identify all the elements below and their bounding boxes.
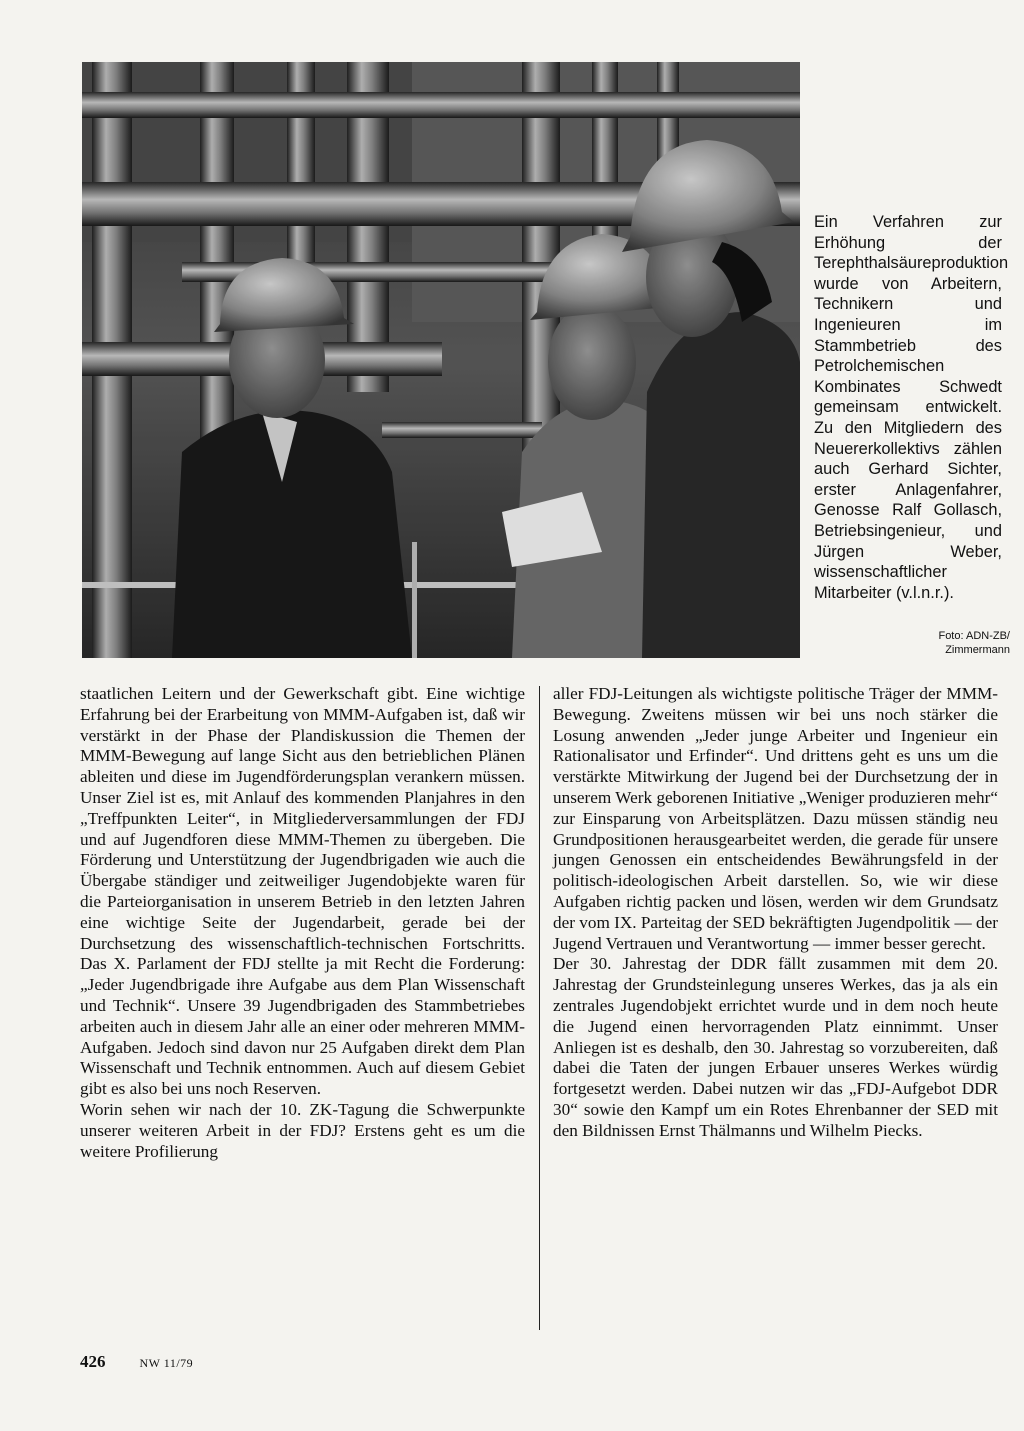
photo-credit (840, 630, 1010, 657)
article-paragraph: staatlichen Leitern und der Gewerkschaft gibt. Eine wichtige Erfahrung bei der Erarbeitung von MMM-Aufgaben ist, daß wir verstärkt in der Phase der Plandiskussion die Themen der MMM-Bewegung auf lange Sicht aus den betrieblichen Plänen ableiten und diese im Jugendförderungsplan verankern müssen. Unser Ziel ist es, mit Anlauf des kommenden Planjahres in den „Treffpunkten Leiter“, in Mitgliederversammlungen der FDJ und auf Jugendforen diese MMM-Themen zu übergeben. Die Förderung und Unterstützung der Jugendbrigaden wie auch die Übergabe ständiger und zeitweiliger Jugendobjekte waren für die Parteiorganisation in unserem Betrieb in den letzten Jahren eine wichtige Seite der Jugendarbeit, gerade bei der Durchsetzung des wissenschaftlich-technischen Fortschritts. Das X. Parlament der FDJ stellte ja mit Recht die Forderung: „Jeder Jugendbrigade ihre Aufgabe aus dem Plan Wissenschaft und Technik“. Unsere 39 Jugendbrigaden des Stammbetriebes arbeiten auch in diesem Jahr alle an einer oder mehreren MMM-Aufgaben. Jedoch sind davon nur 25 Aufgaben direkt dem Plan Wissenschaft und Technik entnommen. Auch auf diesem Gebiet gibt es also bei uns noch Reserven. (80, 684, 525, 1099)
issue-label: NW 11/79 (139, 1356, 194, 1370)
article-paragraph: aller FDJ-Leitungen als wichtigste politische Träger der MMM-Bewegung. Zweitens müssen wir bei uns noch stärker die Losung anwenden „Jeder junge Arbeiter und Ingenieur ein Rationalisator und Erfinder“. Und drittens geht es uns um die verstärkte Mitwirkung der Jugend bei der Durchsetzung der in unserem Werk geborenen Initiative „Weniger produzieren mehr“ zur Einsparung von Arbeitsplätzen. Dazu müssen ständig neu Grundpositionen herausgearbeitet werden, die gerade für unsere jungen Genossen ein entscheidendes Bewährungsfeld in der politisch-ideologischen Arbeit darstellen. So, wie wir diese Aufgaben richtig packen und lösen, werden wir dem Grundsatz der vom IX. Parteitag der SED bekräftigten Jugendpolitik — der Jugend Vertrauen und Verantwortung — immer besser gerecht. (553, 684, 998, 953)
column-divider (539, 686, 540, 1330)
article-paragraph: Der 30. Jahrestag der DDR fällt zusammen mit dem 20. Jahrestag der Grundsteinlegung unseres Werkes, das ja als ein zentrales Jugendobjekt errichtet wurde und in dem noch heute die Jugend einen hervorragenden Platz einnimmt. Unser Anliegen ist es deshalb, den 30. Jahrestag so vorzubereiten, daß dabei die Taten der jungen Erbauer unseres Werkes würdig fortgesetzt werden. Dabei nutzen wir das „FDJ-Aufgebot DDR 30“ sowie den Kampf um ein Rotes Ehrenbanner der SED mit den Bildnissen Ernst Thälmanns und Wilhelm Piecks. (553, 954, 998, 1140)
credit-line: Foto: ADN-ZB/ (938, 630, 1010, 642)
article-column-right (553, 684, 998, 1142)
article-photo (82, 62, 800, 658)
page-footer (80, 1352, 193, 1372)
page-number: 426 (80, 1352, 106, 1371)
article-paragraph: Worin sehen wir nach der 10. ZK-Tagung die Schwerpunkte unserer weiteren Arbeit in der FDJ? Erstens geht es um die weitere Profilierung (80, 1099, 525, 1161)
article-column-left (80, 684, 525, 1162)
credit-line: Zimmermann (945, 643, 1010, 656)
photo-industrial-workers-icon (82, 62, 800, 658)
photo-caption: Ein Verfahren zur Erhöhung der Terephthalsäureproduktion wurde von Arbeitern, Technikern und Ingenieuren im Stammbetrieb des Petrolchemischen Kombinates Schwedt gemeinsam entwickelt. Zu den Mitgliedern des Neuererkollektivs zählen auch Gerhard Sichter, erster Anlagenfahrer, Genosse Ralf Gollasch, Betriebsingenieur, und Jürgen Weber, wissenschaftlicher Mitarbeiter (v.l.n.r.). (814, 213, 1009, 602)
